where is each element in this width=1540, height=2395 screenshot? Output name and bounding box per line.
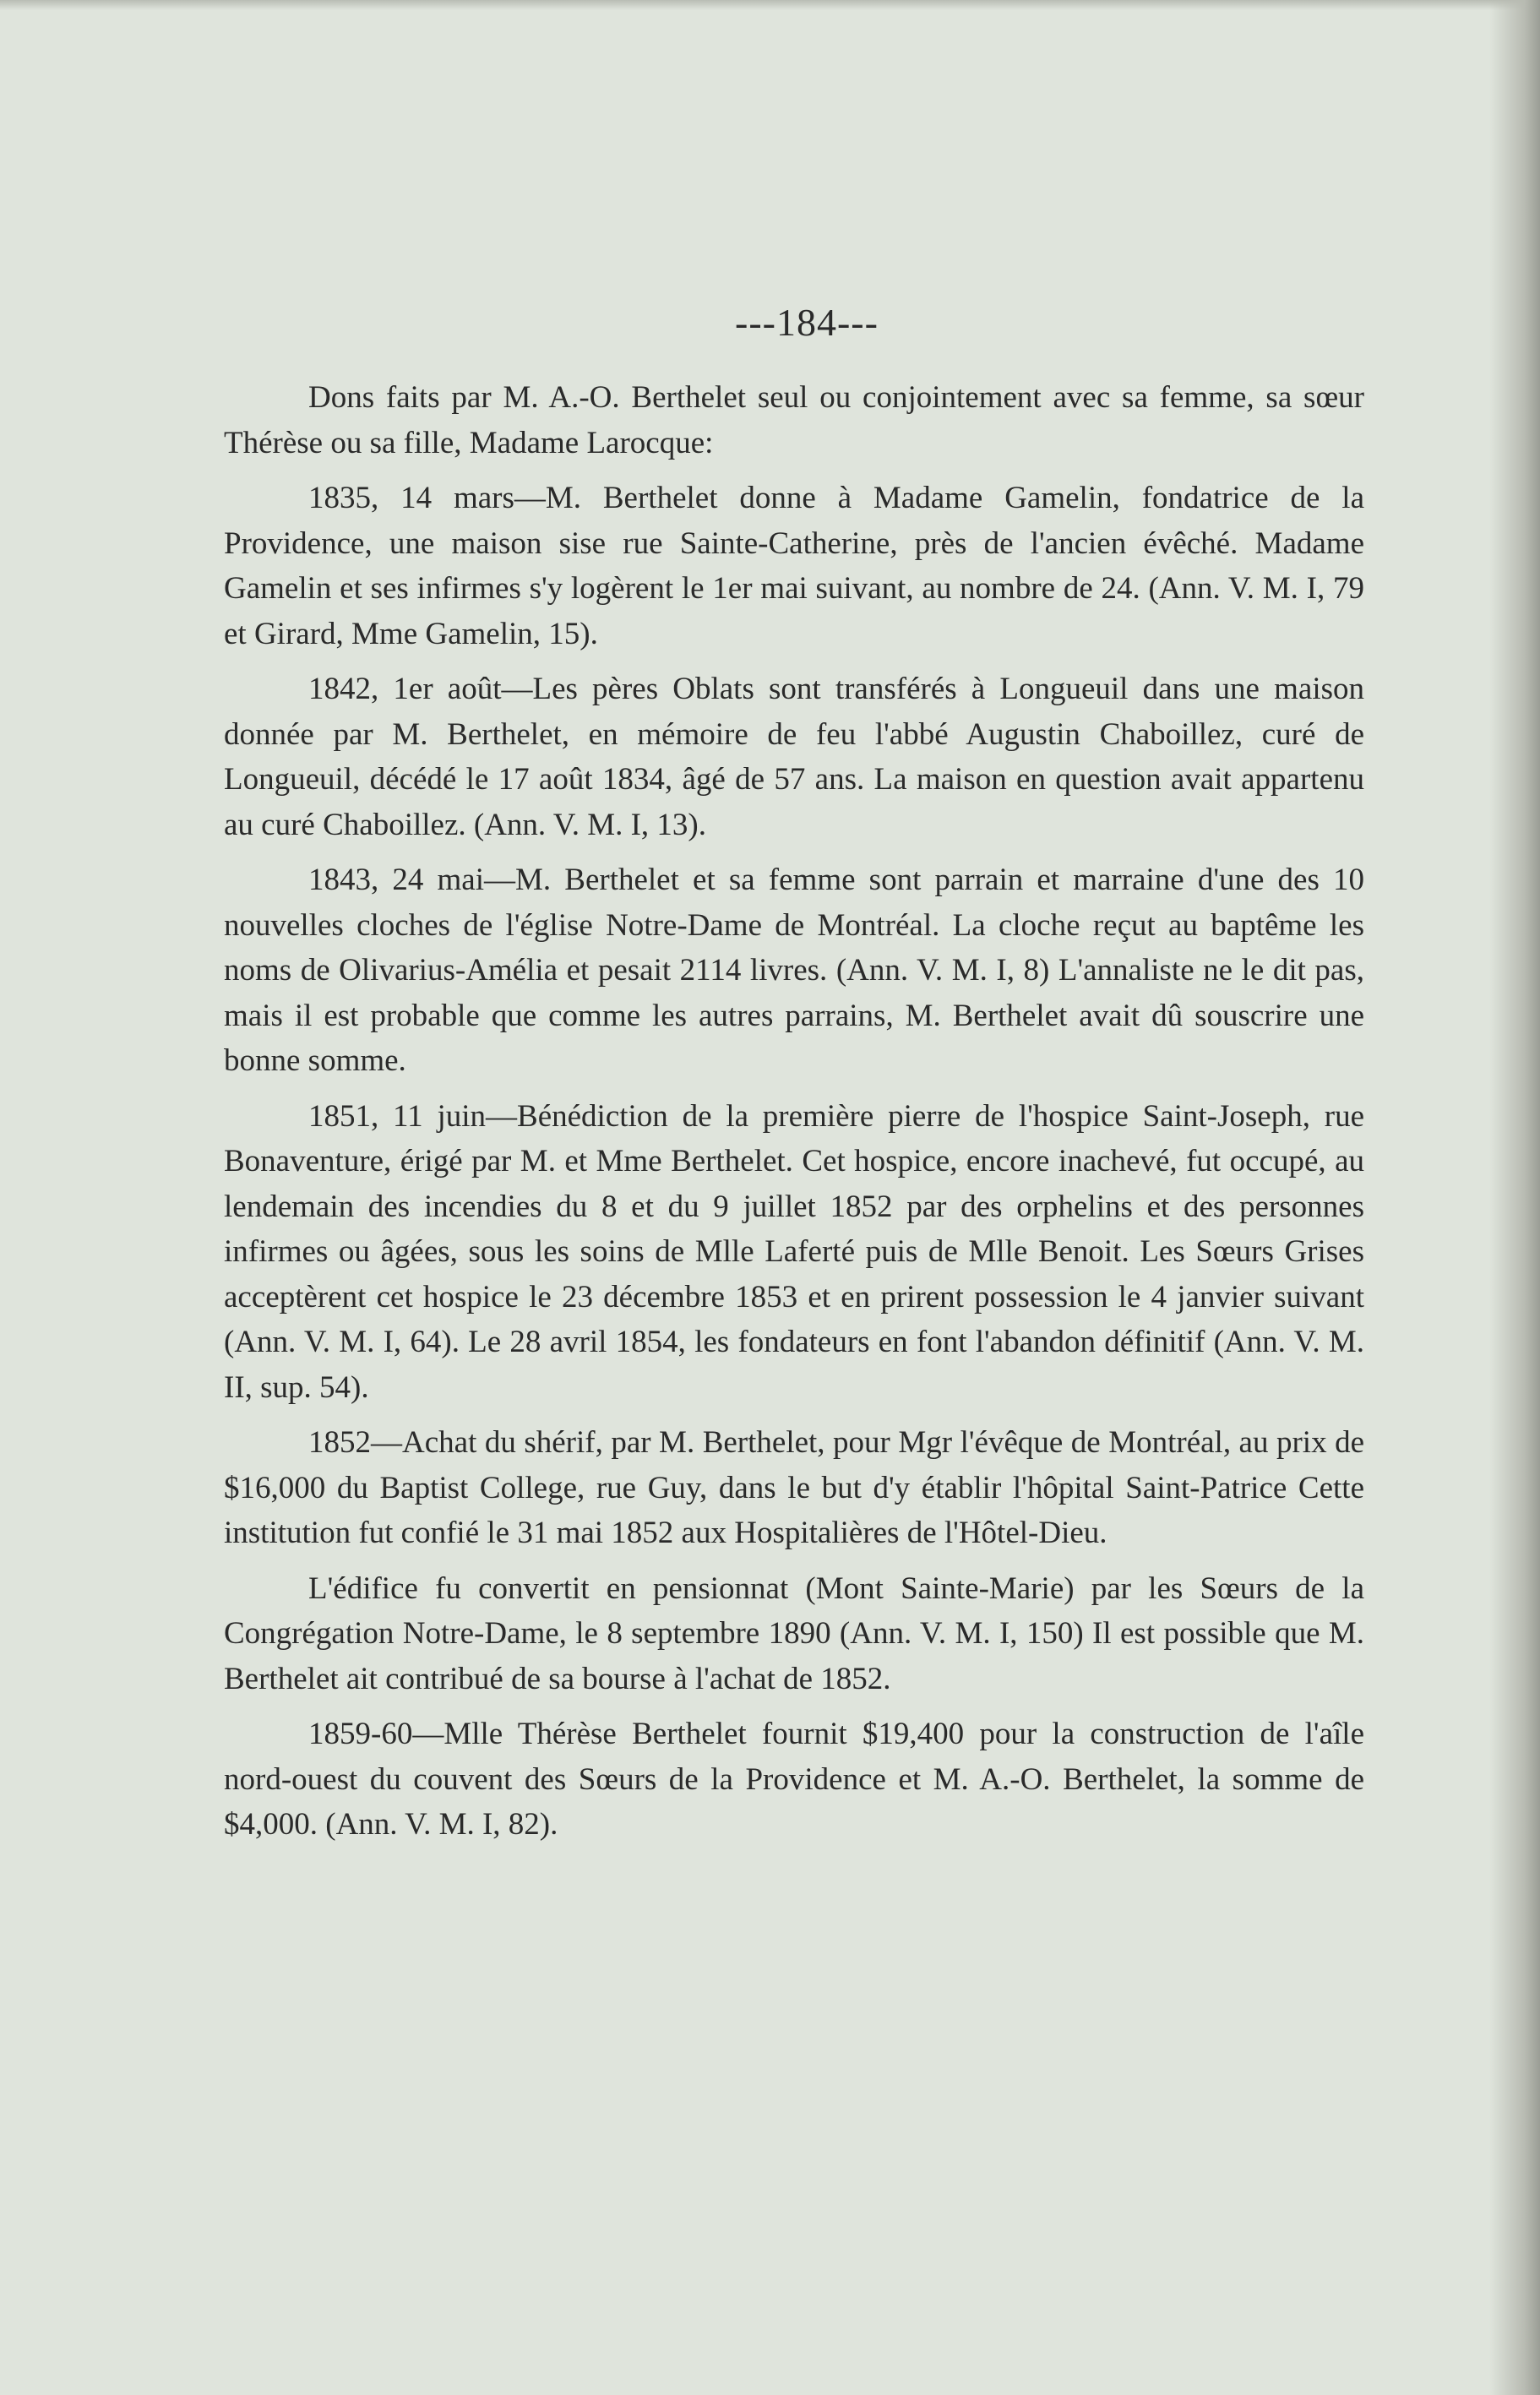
paragraph-1843 — [224, 857, 1373, 1084]
paragraph-1852 — [224, 1420, 1373, 1556]
page-number: ---184--- — [735, 301, 879, 344]
paragraph-text: 1852—Achat du shérif, par M. Berthelet, pour Mgr l'évêque de Montréal, au prix de $16,000 du Baptist College, rue Guy, dans le but d'y établir l'hôpital Saint-Patrice Cette institution fut confié le 31 mai 1852 aux Hospitalières de l'Hôtel-Dieu. — [224, 1425, 1373, 1550]
document-page — [224, 300, 1373, 1858]
paragraph-edifice — [224, 1566, 1373, 1702]
page-top-edge — [0, 0, 1540, 10]
paragraph-text: Dons faits par M. A.-O. Berthelet seul ou conjointement avec sa femme, sa sœur Thérèse ou sa fille, Madame Larocque: — [224, 380, 1372, 460]
page-binding-shadow — [1489, 0, 1540, 2395]
paragraph-text: 1842, 1er août—Les pères Oblats sont transférés à Longueuil dans une maison donnée par M. Berthelet, en mémoire de feu l'abbé Augustin Chaboillez, curé de Longueuil, décédé le 17 août 1834, âgé de 57 ans. La maison en question avait appartenu au curé Chaboillez. (Ann. V. M. I, 13). — [224, 672, 1373, 842]
paragraph-text: L'édifice fu convertit en pensionnat (Mont Sainte-Marie) par les Sœurs de la Congrégation Notre-Dame, le 8 septembre 1890 (Ann. V. M. I, 150) Il est possible que M. Berthelet ait contribué de sa bourse à l'achat de 1852. — [224, 1570, 1373, 1696]
paragraph-1842 — [224, 667, 1373, 847]
paragraph-text: 1835, 14 mars—M. Berthelet donne à Madame Gamelin, fondatrice de la Providence, une maison sise rue Sainte-Catherine, près de l'ancien évêché. Madame Gamelin et ses infirmes s'y logèrent le 1er mai suivant, au nombre de 24. (Ann. V. M. I, 79 et Girard, Mme Gamelin, 15). — [224, 481, 1373, 651]
paragraph-1851 — [224, 1094, 1373, 1411]
paragraph-intro — [224, 375, 1372, 465]
paragraph-text: 1859-60—Mlle Thérèse Berthelet fournit $19,400 pour la construction de l'aîle nord-ouest du couvent des Sœurs de la Providence et M. A.-O. Berthelet, la somme de $4,000. (Ann. V. M. I, 82). — [224, 1717, 1373, 1842]
paragraph-text: 1843, 24 mai—M. Berthelet et sa femme sont parrain et marraine d'une des 10 nouvelles cloches de l'église Notre-Dame de Montréal. La cloche reçut au baptême les noms de Olivarius-Amélia et pesait 2114 livres. (Ann. V. M. I, 8) L'annaliste ne le dit pas, mais il est probable que comme les autres parrains, M. Berthelet avait dû souscrire une bonne somme. — [224, 863, 1373, 1078]
paragraph-text: 1851, 11 juin—Bénédiction de la première pierre de l'hospice Saint-Joseph, rue Bonaventure, érigé par M. et Mme Berthelet. Cet hospice, encore inachevé, fut occupé, au lendemain des incendies du 8 et du 9 juillet 1852 par des orphelins et des personnes infirmes ou âgées, sous les soins de Mlle Laferté puis de Mlle Benoit. Les Sœurs Grises acceptèrent cet hospice le 23 décembre 1853 et en prirent possession le 4 janvier suivant (Ann. V. M. I, 64). Le 28 avril 1854, les fondateurs en font l'abandon définitif (Ann. V. M. II, sup. 54). — [224, 1098, 1373, 1405]
paragraph-1835 — [224, 476, 1373, 656]
paragraph-1859 — [224, 1712, 1373, 1848]
